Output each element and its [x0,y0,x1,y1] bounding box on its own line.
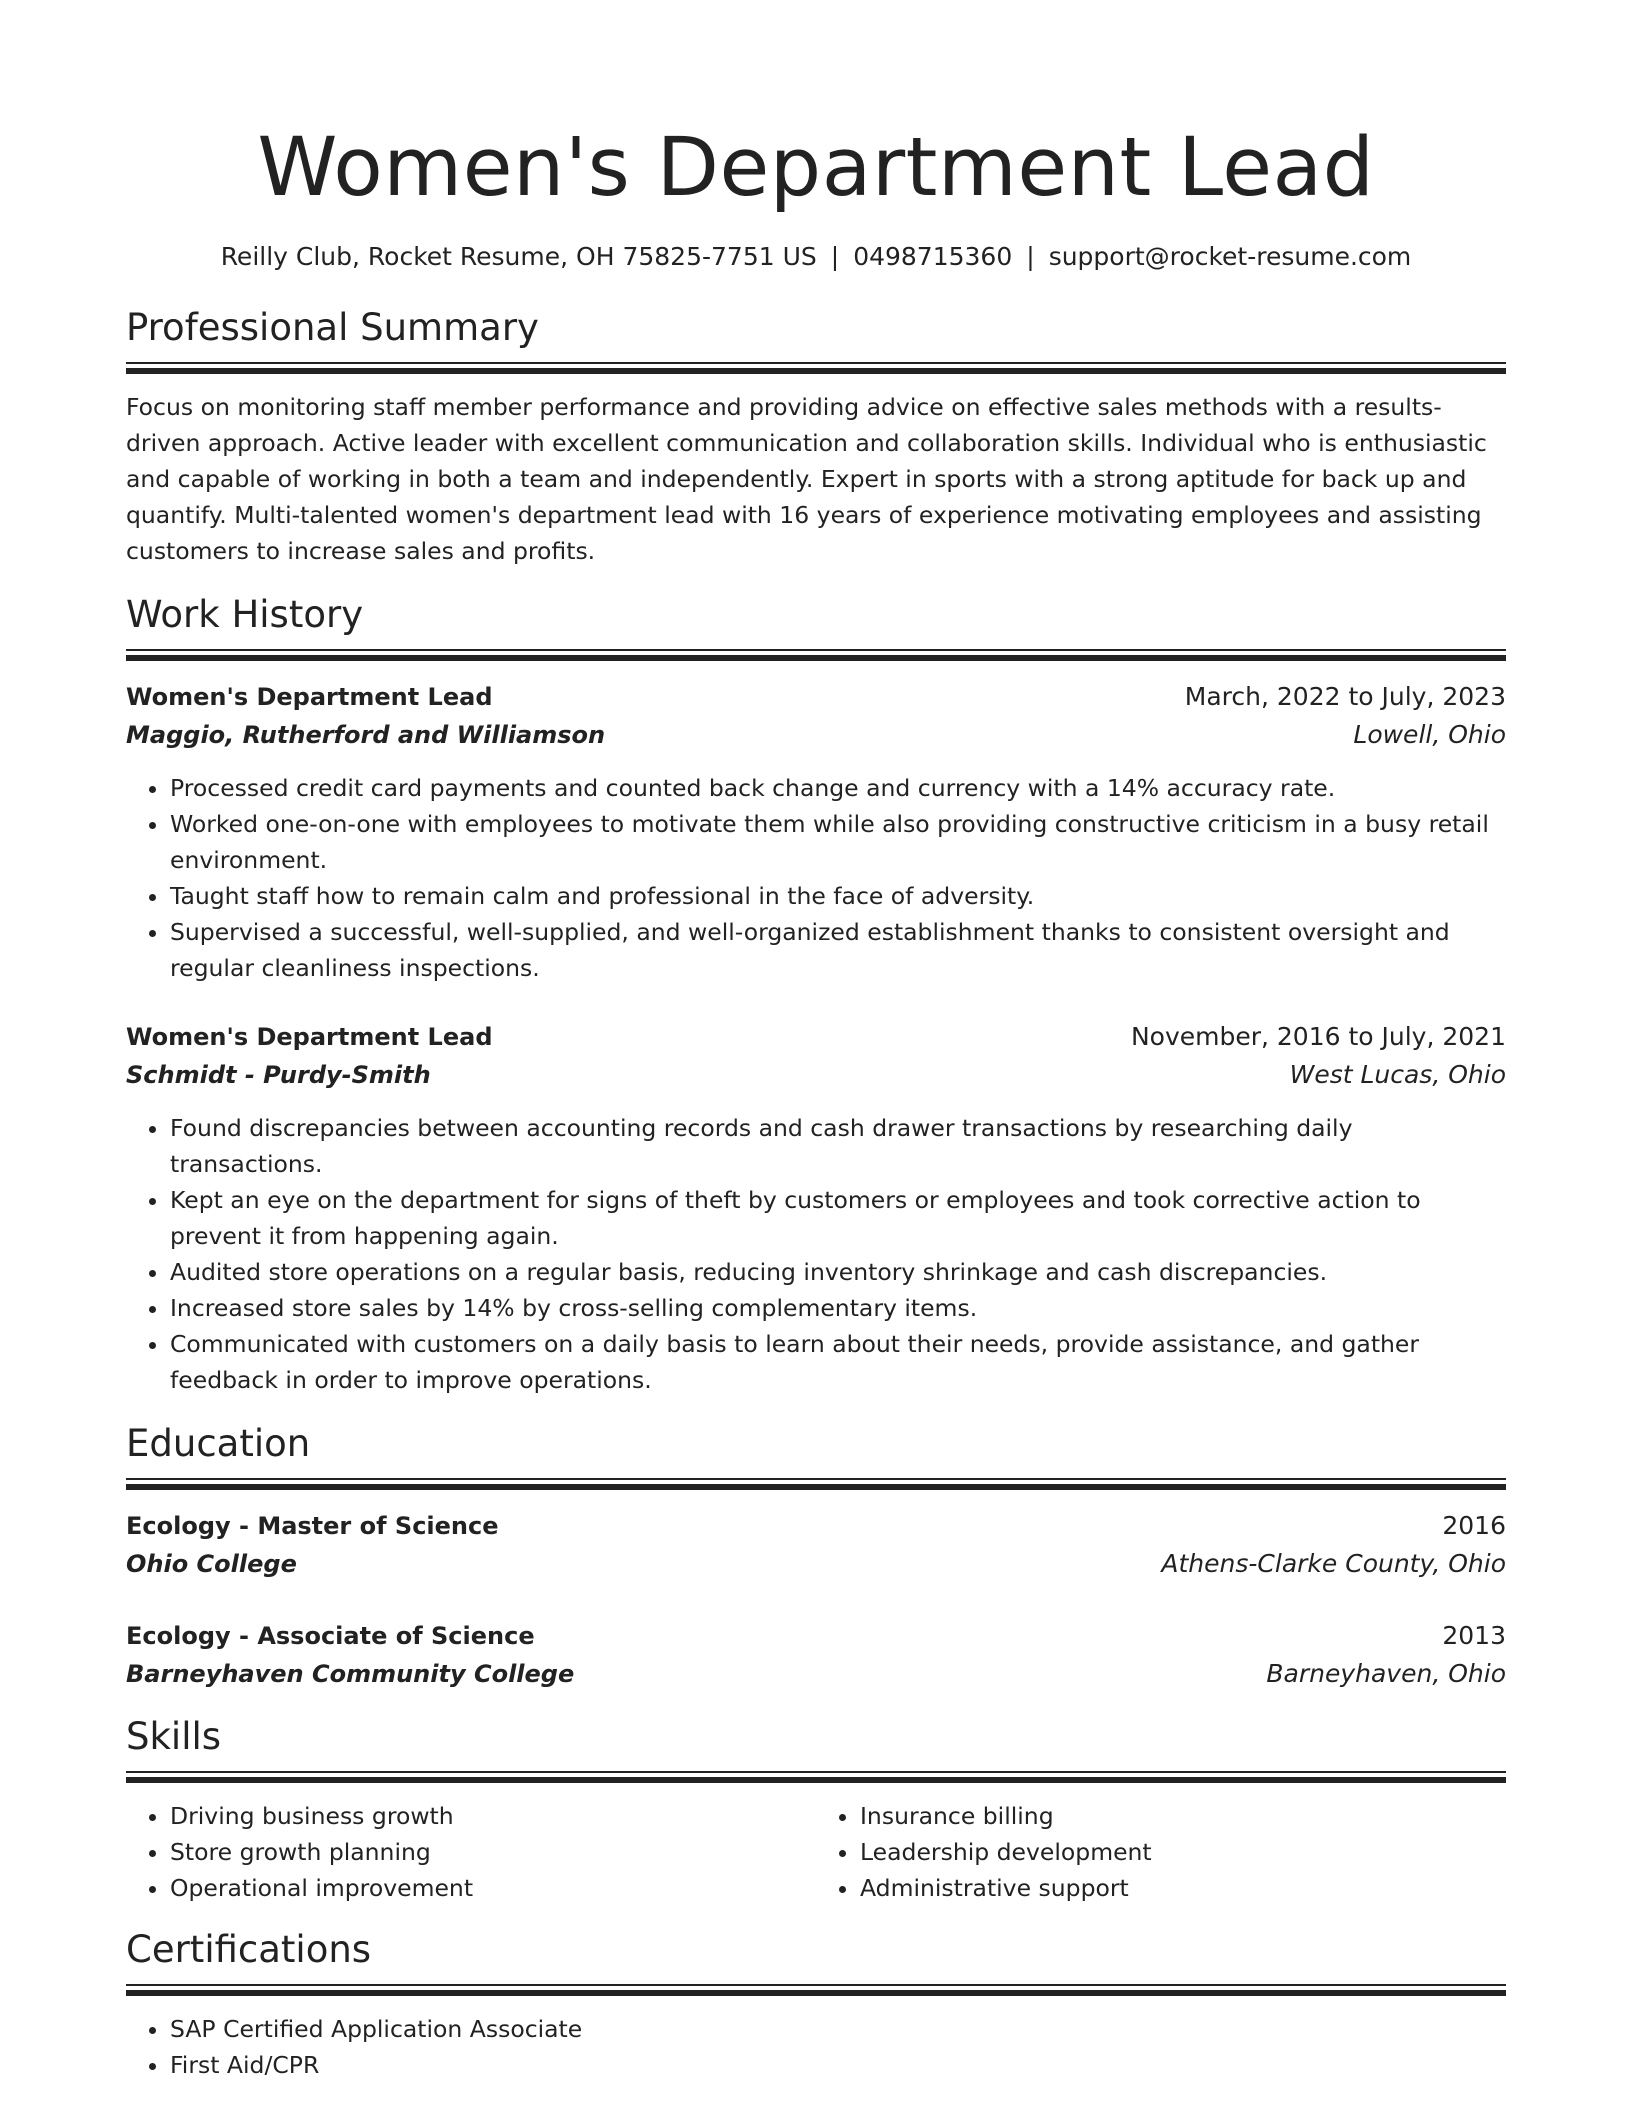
job-location: West Lucas, Ohio [1289,1060,1506,1089]
list-item: • Supervised a successful, well-supplied, and well-organized establishment thanks to consistent oversight and regular cleanliness inspections. [170,914,1506,986]
section-divider [126,362,1506,375]
education-degree: Ecology - Associate of Science [126,1622,535,1650]
education-degree: Ecology - Master of Science [126,1512,499,1540]
job-location: Lowell, Ohio [1353,720,1506,749]
education-header-row [126,1617,1506,1655]
job-entry [126,678,1506,986]
education-school-row [126,1545,1506,1583]
education-entry [126,1507,1506,1583]
resume-name: Women's Department Lead [257,121,1375,215]
education-location: Barneyhaven, Ohio [1266,1659,1506,1688]
contact-line [126,240,1506,274]
job-entry [126,1018,1506,1398]
education-school-row [126,1655,1506,1693]
section-title: Professional Summary [126,306,539,349]
education-year: 2016 [1442,1511,1506,1540]
job-company: Schmidt - Purdy-Smith [126,1061,431,1089]
section-divider [126,649,1506,662]
education-school: Barneyhaven Community College [126,1660,575,1688]
job-role: Women's Department Lead [126,1023,493,1051]
summary-section [126,304,1506,569]
section-divider [126,1771,1506,1784]
list-item: • Administrative support [860,1870,1506,1906]
list-item: • Store growth planning [170,1834,816,1870]
skills-list-left [126,1798,816,1906]
summary-text: Focus on monitoring staff member performance and providing advice on effective sales methods with a results-driven approach. Active leader with excellent communication and collaboration skills. Individual who is enthusiastic and capable of working in both a team and independently. Expert in sports with a strong aptitude for back up and quantify. Multi-talented women's department lead with 16 years of experience motivating employees and assisting customers to increase sales and profits. [126,393,1487,565]
job-header-row [126,678,1506,716]
list-item: • Kept an eye on the department for signs of theft by customers or employees and took corrective action to prevent it from happening again. [170,1182,1506,1254]
job-header-row [126,1018,1506,1056]
contact-email[interactable]: support@rocket-resume.com [1048,242,1412,271]
list-item: • Leadership development [860,1834,1506,1870]
job-bullets [126,770,1506,986]
list-item: • Insurance billing [860,1798,1506,1834]
list-item: • Increased store sales by 14% by cross-selling complementary items. [170,1290,1506,1326]
list-item: • Found discrepancies between accounting records and cash drawer transactions by researching daily transactions. [170,1110,1506,1182]
list-item: • Driving business growth [170,1798,816,1834]
education-school: Ohio College [126,1550,297,1578]
work-history-section [126,591,1506,1398]
section-divider [126,1478,1506,1491]
list-item: • First Aid/CPR [170,2047,1506,2083]
education-entry [126,1617,1506,1693]
list-item: • Taught staff how to remain calm and professional in the face of adversity. [170,878,1506,914]
section-title: Skills [126,1715,222,1758]
skills-section [126,1713,1506,1906]
list-item: • Audited store operations on a regular basis, reducing inventory shrinkage and cash discrepancies. [170,1254,1506,1290]
section-title: Education [126,1422,311,1465]
certifications-list [126,2011,1506,2083]
education-header-row [126,1507,1506,1545]
section-title: Certifications [126,1928,372,1971]
education-location: Athens-Clarke County, Ohio [1161,1549,1506,1578]
job-company: Maggio, Rutherford and Williamson [126,721,606,749]
contact-separator: | [830,242,840,271]
job-company-row [126,1056,1506,1094]
section-divider [126,1984,1506,1997]
list-item: • Worked one-on-one with employees to motivate them while also providing constructive criticism in a busy retail environment. [170,806,1506,878]
certifications-section [126,1926,1506,2083]
job-dates: March, 2022 to July, 2023 [1184,682,1506,711]
contact-phone: 0498715360 [853,242,1013,271]
contact-separator: | [1026,242,1035,271]
list-item: • SAP Certified Application Associate [170,2011,1506,2047]
skills-list-right [816,1798,1506,1906]
education-year: 2013 [1442,1621,1506,1650]
job-company-row [126,716,1506,754]
job-role: Women's Department Lead [126,683,493,711]
section-title: Work History [126,593,364,636]
list-item: • Operational improvement [170,1870,816,1906]
job-dates: November, 2016 to July, 2021 [1130,1022,1506,1051]
education-section [126,1420,1506,1693]
list-item: • Processed credit card payments and counted back change and currency with a 14% accuracy rate. [170,770,1506,806]
job-bullets [126,1110,1506,1398]
skills-columns [126,1798,1506,1906]
list-item: • Communicated with customers on a daily basis to learn about their needs, provide assistance, and gather feedback in order to improve operations. [170,1326,1506,1398]
contact-address: Reilly Club, Rocket Resume, OH 75825-7751 US [220,242,817,271]
